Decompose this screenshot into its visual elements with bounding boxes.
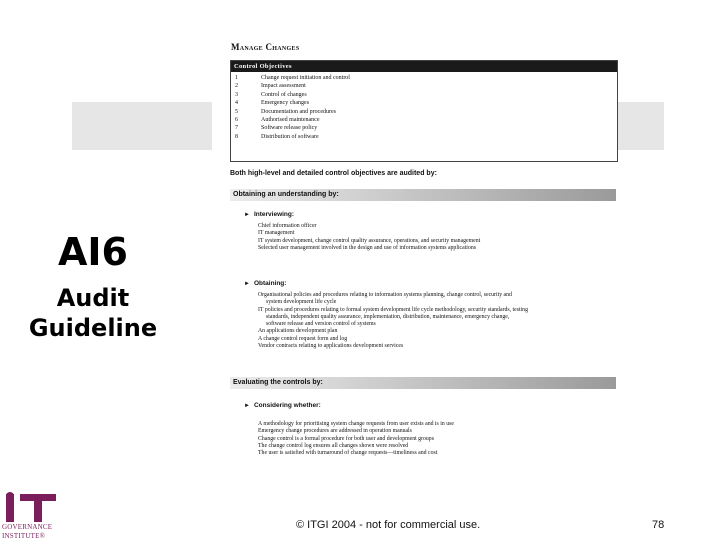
interviewing-list — [258, 223, 608, 252]
slide-subheading: Audit Guideline — [28, 284, 158, 342]
list-item: IT management — [258, 230, 295, 237]
interviewing-heading: ► Interviewing: — [244, 211, 295, 218]
list-item: The user is satisfied with turnaround of change requests—timeliness and cost — [258, 450, 438, 457]
obtaining-list — [258, 292, 608, 350]
list-item: 2 Impact assessment — [235, 83, 306, 90]
list-item: 5 Documentation and procedures — [235, 108, 336, 115]
list-item: A methodology for prioritising system change requests from user exists and is in use — [258, 421, 454, 427]
list-item: The change control log ensures all changes shown were resolved — [258, 442, 409, 449]
triangle-bullet-icon: ► — [244, 212, 250, 218]
list-item: IT policies and procedures relating to formal system development life cycle methodology, security standards, testing — [258, 306, 528, 313]
gray-band-left — [72, 102, 212, 150]
list-item: A change control request form and log — [258, 335, 348, 342]
section-bar-understanding: Obtaining an understanding by: — [230, 189, 616, 201]
list-item: system development life cycle — [266, 299, 337, 306]
list-item: An applications development plan — [258, 328, 338, 335]
obtaining-heading: ► Obtaining: — [244, 280, 287, 287]
list-item: Emergency change procedures are addressed in operation manuals — [258, 428, 412, 435]
slide-heading: AI6 — [58, 230, 128, 274]
list-item: Selected user management involved in the design and use of information systems applications — [258, 244, 476, 251]
page-number: 78 — [652, 519, 665, 531]
section-bar-evaluating: Evaluating the controls by: — [230, 377, 616, 389]
document-page — [226, 38, 618, 478]
list-item: 8 Distribution of software — [235, 133, 319, 140]
list-item: software release and version control of systems — [266, 321, 376, 328]
triangle-bullet-icon: ► — [244, 403, 250, 409]
it-logo-icon — [0, 490, 64, 524]
list-item: 3 Control of changes — [235, 91, 307, 98]
considering-heading: ► Considering whether: — [244, 402, 321, 409]
logo-text-governance: GOVERNANCE — [2, 523, 53, 531]
list-item: Change control is a formal procedure for both user and development groups — [258, 435, 434, 442]
logo-text-institute: INSTITUTE® — [2, 532, 46, 540]
copyright-text: © ITGI 2004 - not for commercial use. — [296, 519, 481, 531]
audited-by-line: Both high-level and detailed control objectives are audited by: — [230, 170, 437, 177]
list-item: IT system development, change control quality assurance, operations, and security management — [258, 237, 481, 244]
list-item: Chief information officer — [258, 223, 317, 229]
list-item: 6 Authorised maintenance — [235, 116, 320, 123]
list-item: 7 Software release policy — [235, 125, 318, 132]
list-item: Vendor contracts relating to applications development services — [258, 343, 404, 350]
list-item: Organisational policies and procedures relating to information systems planning, change control, security and — [258, 292, 512, 298]
itgi-logo — [0, 490, 64, 540]
list-item: 1 Change request initiation and control — [235, 75, 350, 81]
doc-title: Manage Changes — [231, 42, 300, 52]
control-objectives-header: Control Objectives — [231, 61, 617, 72]
list-item: 4 Emergency changes — [235, 100, 310, 107]
considering-list — [258, 421, 608, 457]
list-item: standards, independent quality assurance, implementation, distribution, maintenance, emergency change, — [266, 313, 510, 320]
control-objectives-box — [230, 60, 618, 162]
gray-band-right — [616, 102, 664, 150]
triangle-bullet-icon: ► — [244, 281, 250, 287]
control-objectives-list — [231, 74, 617, 141]
